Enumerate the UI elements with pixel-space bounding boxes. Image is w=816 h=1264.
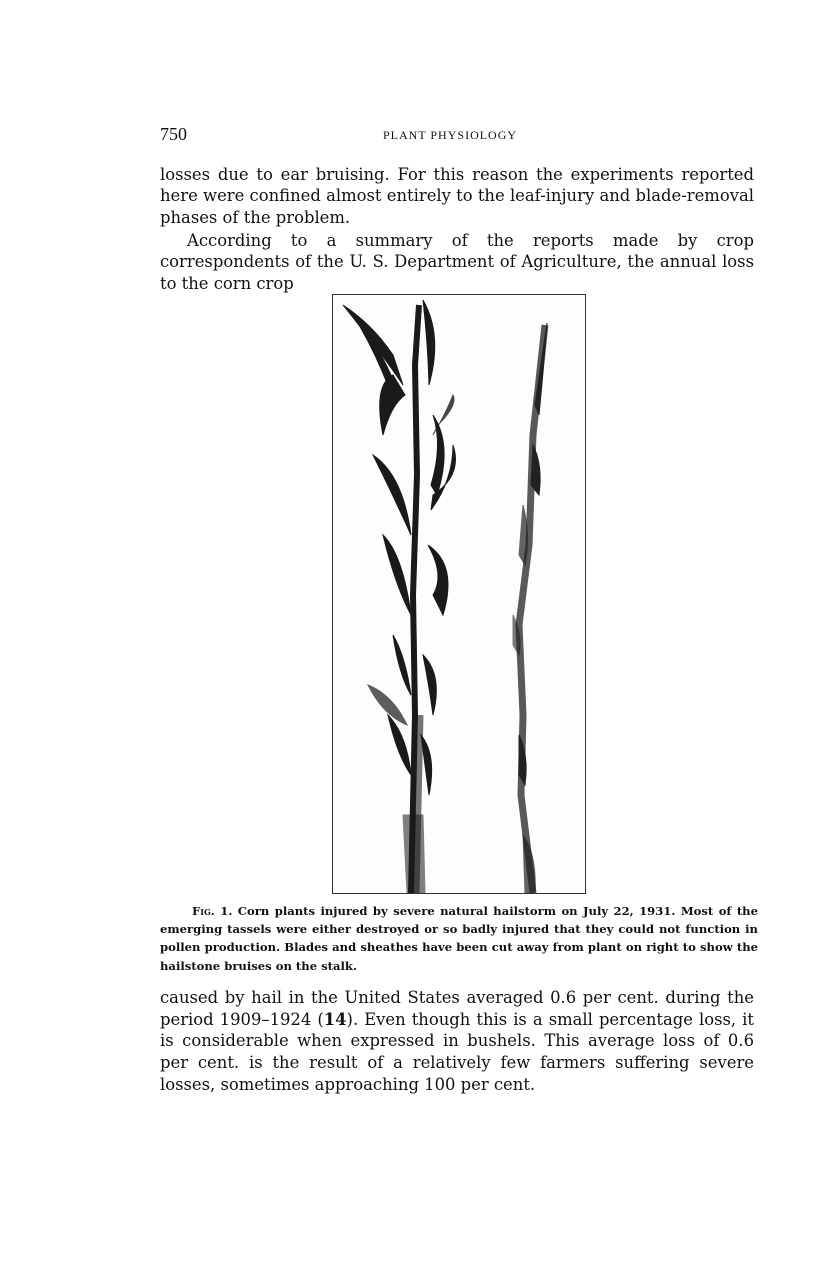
right-corn-stalk bbox=[513, 323, 547, 893]
paragraph bbox=[160, 987, 754, 1096]
paragraph-text: ). Even though this is a small percentage loss, it is considerable when expressed in bushels. This average loss of 0.6 per cent. is the result of a relatively few farmers suffering severe losses, sometimes approaching 100 per cent. bbox=[160, 1009, 754, 1094]
figure-caption-text: Corn plants injured by severe natural hailstorm on July 22, 1931. Most of the emerging tassels were either destroyed or so badly injured that they could not function in pollen production. Blades and sheathes have been cut away from plant on right to show the hailstone bruises on the stalk. bbox=[160, 904, 758, 973]
page-number: 750 bbox=[160, 124, 187, 144]
running-head: PLANT PHYSIOLOGY bbox=[382, 128, 518, 142]
left-corn-plant bbox=[343, 300, 456, 893]
figure-caption bbox=[160, 902, 758, 975]
paragraph-text: caused by hail in the United States averaged 0.6 per cent. during the period 1909–1924 ( bbox=[160, 988, 754, 1029]
paragraph: According to a summary of the reports made by crop correspondents of the U. S. Department of Agriculture, the annual loss to the corn crop bbox=[160, 231, 754, 293]
figure-label: Fig. 1. bbox=[192, 904, 233, 918]
corn-plants-illustration bbox=[333, 295, 585, 893]
reference-number: 14 bbox=[323, 1009, 347, 1029]
paragraph: losses due to ear bruising. For this reason the experiments reported here were confined almost entirely to the leaf-injury and blade-removal phases of the problem. bbox=[160, 165, 754, 227]
figure-photo bbox=[332, 294, 586, 894]
